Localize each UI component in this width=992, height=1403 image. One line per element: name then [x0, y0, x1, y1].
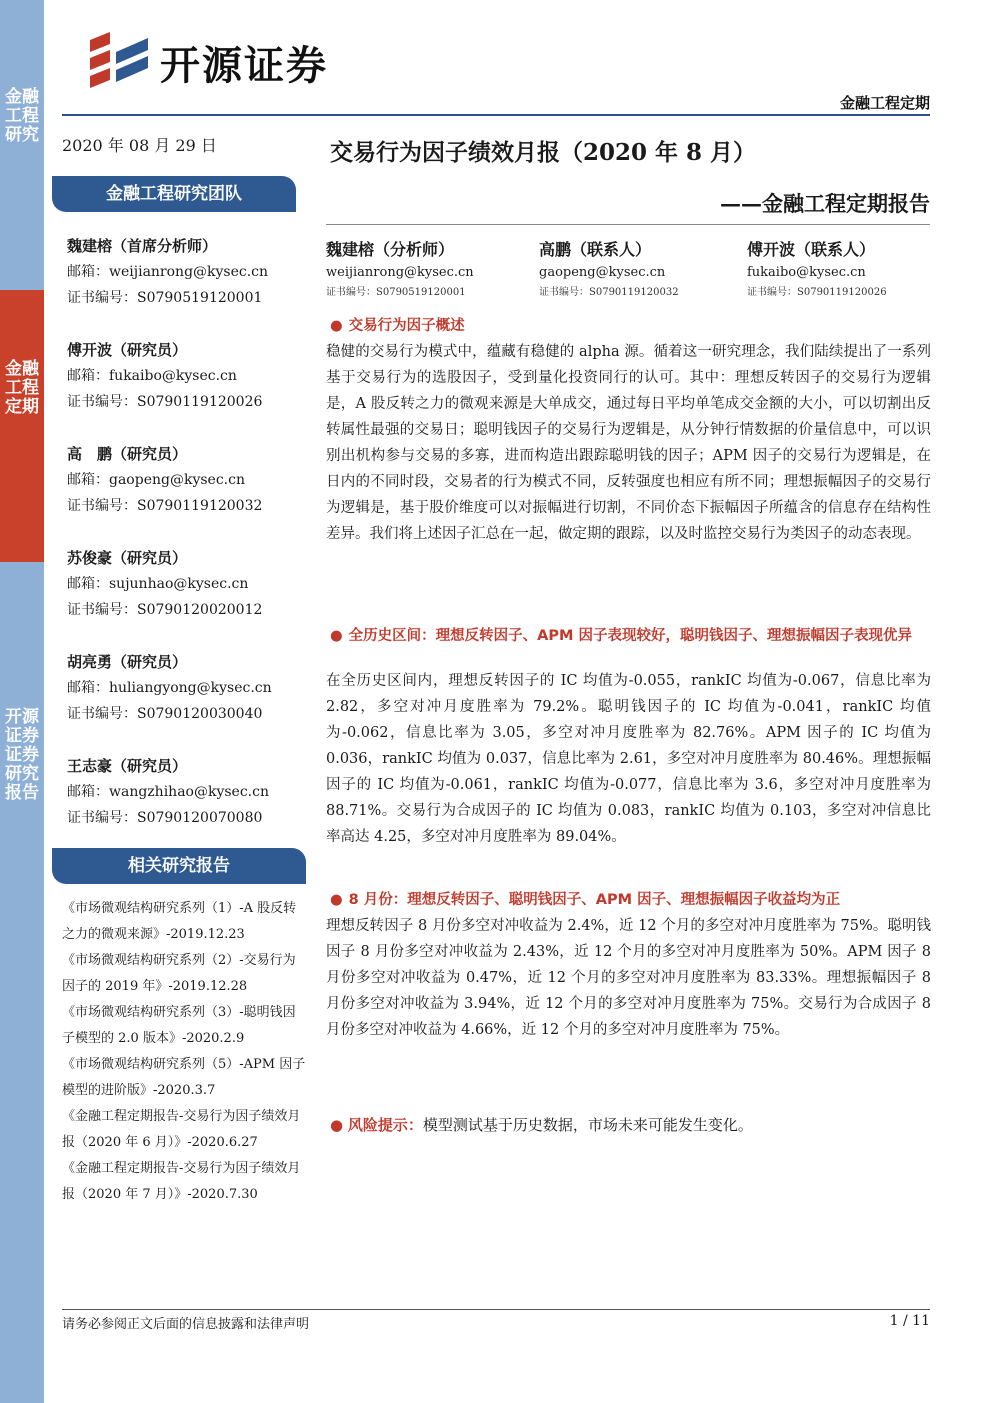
side-strip-research-label: 金融工程研究: [5, 87, 39, 145]
member-email: 邮箱：fukaibo@kysec.cn: [67, 368, 237, 384]
bullet-icon: ●: [330, 1116, 344, 1134]
author-email: fukaibo@kysec.cn: [747, 265, 866, 280]
related-report-link[interactable]: 《市场微观结构研究系列（3）-聪明钱因子模型的 2.0 版本》-2020.2.9: [62, 1005, 296, 1046]
related-report-link[interactable]: 《市场微观结构研究系列（2）-交易行为因子的 2019 年》-2019.12.28: [62, 953, 296, 994]
title-divider: [326, 224, 930, 225]
team-member: [67, 337, 262, 415]
team-member: [67, 753, 269, 831]
member-name: 苏俊豪（研究员）: [67, 549, 188, 567]
author-block: [747, 238, 887, 302]
member-cert: 证书编号：S0790119120026: [67, 394, 263, 410]
bullet-icon: ●: [330, 628, 343, 644]
author-name: 魏建榕（分析师）: [326, 240, 455, 259]
member-name: 王志豪（研究员）: [67, 757, 188, 775]
team-member: [67, 545, 262, 623]
author-cert: 证书编号：S0790119120026: [747, 287, 887, 298]
header-divider: [62, 114, 930, 116]
member-cert: 证书编号：S0790120070080: [67, 810, 263, 826]
author-cert: 证书编号：S0790119120032: [539, 287, 679, 298]
author-name: 傅开波（联系人）: [747, 240, 876, 259]
footer-disclaimer: 请务必参阅正文后面的信息披露和法律声明: [62, 1317, 310, 1332]
author-email: gaopeng@kysec.cn: [539, 265, 666, 280]
related-report-link[interactable]: 《金融工程定期报告-交易行为因子绩效月报（2020 年 7 月）》-2020.7.30: [62, 1161, 301, 1202]
report-category: 金融工程定期: [839, 94, 930, 112]
report-date: 2020 年 08 月 29 日: [62, 136, 217, 155]
section-body-overview: 稳健的交易行为模式中，蕴藏有稳健的 alpha 源。循着这一研究理念，我们陆续提出了一系列基于交易行为的选股因子，受到量化投资同行的认可。其中：理想反转因子的交易行为逻辑是，A 股反转之力的微观来源是大单成交，通过每日平均单笔成交金额的大小，可以切割出反转属性最强的交易日；聪明钱因子的交易行为逻辑是，从分钟行情数据的价量信息中，可以识别出机构参与交易的多寡，进而构造出跟踪聪明钱的因子；APM 因子的交易行为逻辑是，在日内的不同时段，交易者的行为模式不同，反转强度也相应有所不同；理想振幅因子的交易行为逻辑是，基于股价维度可以对振幅进行切割，不同价态下振幅因子所蕴含的信息存在结构性差异。我们将上述因子汇总在一起，做定期的跟踪，以及时监控交易行为类因子的动态表现。: [326, 344, 931, 542]
member-cert: 证书编号：S0790120030040: [67, 706, 263, 722]
author-name: 高鹏（联系人）: [539, 240, 652, 259]
side-strip-periodic: [0, 290, 44, 562]
related-report-link[interactable]: 《金融工程定期报告-交易行为因子绩效月报（2020 年 6 月）》-2020.6.27: [62, 1109, 301, 1150]
member-email: 邮箱：weijianrong@kysec.cn: [67, 264, 269, 280]
section-body-history: 在全历史区间内，理想反转因子的 IC 均值为-0.055，rankIC 均值为-0.067，信息比率为 2.82，多空对冲月度胜率为 79.2%。聪明钱因子的 IC 均值为-0.041，rankIC 均值为-0.062，信息比率为 3.05，多空对冲月度胜率为 82.76%。APM 因子的 IC 均值为 0.036，rankIC 均值为 0.037，信息比率为 2.61，多空对冲月度胜率为 80.46%。理想振幅因子的 IC 均值为-0.061，rankIC 均值为-0.077，信息比率为 3.6，多空对冲月度胜率为 88.71%。交易行为合成因子的 IC 均值为 0.083，rankIC 均值为 0.103，多空对冲信息比率高达 4.25，多空对冲月度胜率为 89.04%。: [326, 673, 931, 845]
side-strip-research: [0, 0, 44, 290]
footer-divider: [62, 1309, 930, 1310]
team-member: [67, 441, 262, 519]
author-block: [539, 238, 679, 302]
risk-warning: [330, 1114, 753, 1135]
member-name: 魏建榕（首席分析师）: [67, 237, 218, 255]
section-title-history: [330, 626, 930, 646]
report-subtitle: ——金融工程定期报告: [720, 191, 930, 216]
section-title-text: 8 月份：理想反转因子、聪明钱因子、APM 因子、理想振幅因子收益均为正: [348, 892, 841, 908]
side-strip-brand: [0, 562, 44, 1403]
risk-text: 模型测试基于历史数据，市场未来可能发生变化。: [422, 1116, 753, 1134]
section-body-august: 理想反转因子 8 月份多空对冲收益为 2.4%，近 12 个月的多空对冲月度胜率为 75%。聪明钱因子 8 月份多空对冲收益为 2.43%，近 12 个月的多空对冲月度胜率为 50%。APM 因子 8 月份多空对冲收益为 0.47%，近 12 个月的多空对冲月度胜率为 83.33%。理想振幅因子 8 月份多空对冲收益为 3.94%，近 12 个月的多空对冲月度胜率为 75%。交易行为合成因子 8 月份多空对冲收益为 4.66%，近 12 个月的多空对冲月度胜率为 75%。: [326, 918, 931, 1038]
member-email: 邮箱：wangzhihao@kysec.cn: [67, 784, 269, 800]
related-report-link[interactable]: 《市场微观结构研究系列（1）-A 股反转之力的微观来源》-2019.12.23: [62, 901, 297, 942]
member-name: 傅开波（研究员）: [67, 341, 188, 359]
section-title-text: 交易行为因子概述: [348, 318, 465, 334]
section-title-august: [330, 890, 840, 910]
member-email: 邮箱：huliangyong@kysec.cn: [67, 680, 272, 696]
author-block: [326, 238, 474, 302]
member-email: 邮箱：gaopeng@kysec.cn: [67, 472, 245, 488]
team-tab: 金融工程研究团队: [52, 176, 296, 212]
logo-mark-icon: [90, 32, 148, 88]
bullet-icon: ●: [330, 318, 343, 334]
member-name: 高 鹏（研究员）: [67, 445, 188, 463]
author-email: weijianrong@kysec.cn: [326, 265, 474, 280]
page-number: 1 / 11: [889, 1313, 930, 1329]
risk-label: 风险提示：: [347, 1116, 423, 1134]
member-cert: 证书编号：S0790119120032: [67, 498, 263, 514]
member-name: 胡亮勇（研究员）: [67, 653, 188, 671]
related-reports-tab: 相关研究报告: [52, 848, 306, 884]
side-strip-periodic-label: 金融工程定期: [5, 359, 39, 417]
member-cert: 证书编号：S0790519120001: [67, 290, 263, 306]
related-report-link[interactable]: 《市场微观结构研究系列（5）-APM 因子模型的进阶版》-2020.3.7: [62, 1057, 306, 1098]
bullet-icon: ●: [330, 892, 343, 908]
team-member: [67, 233, 268, 311]
member-cert: 证书编号：S0790120020012: [67, 602, 263, 618]
member-email: 邮箱：sujunhao@kysec.cn: [67, 576, 249, 592]
team-member: [67, 649, 272, 727]
side-strip-brand-label: 开源证券 证券研究报告: [5, 707, 39, 803]
brand-name: 开源证券: [160, 43, 328, 89]
report-title: 交易行为因子绩效月报（2020 年 8 月）: [330, 139, 757, 166]
section-title-overview: [330, 316, 465, 336]
section-title-text: 全历史区间：理想反转因子、APM 因子表现较好，聪明钱因子、理想振幅因子表现优异: [348, 628, 912, 644]
author-cert: 证书编号：S0790519120001: [326, 287, 466, 298]
